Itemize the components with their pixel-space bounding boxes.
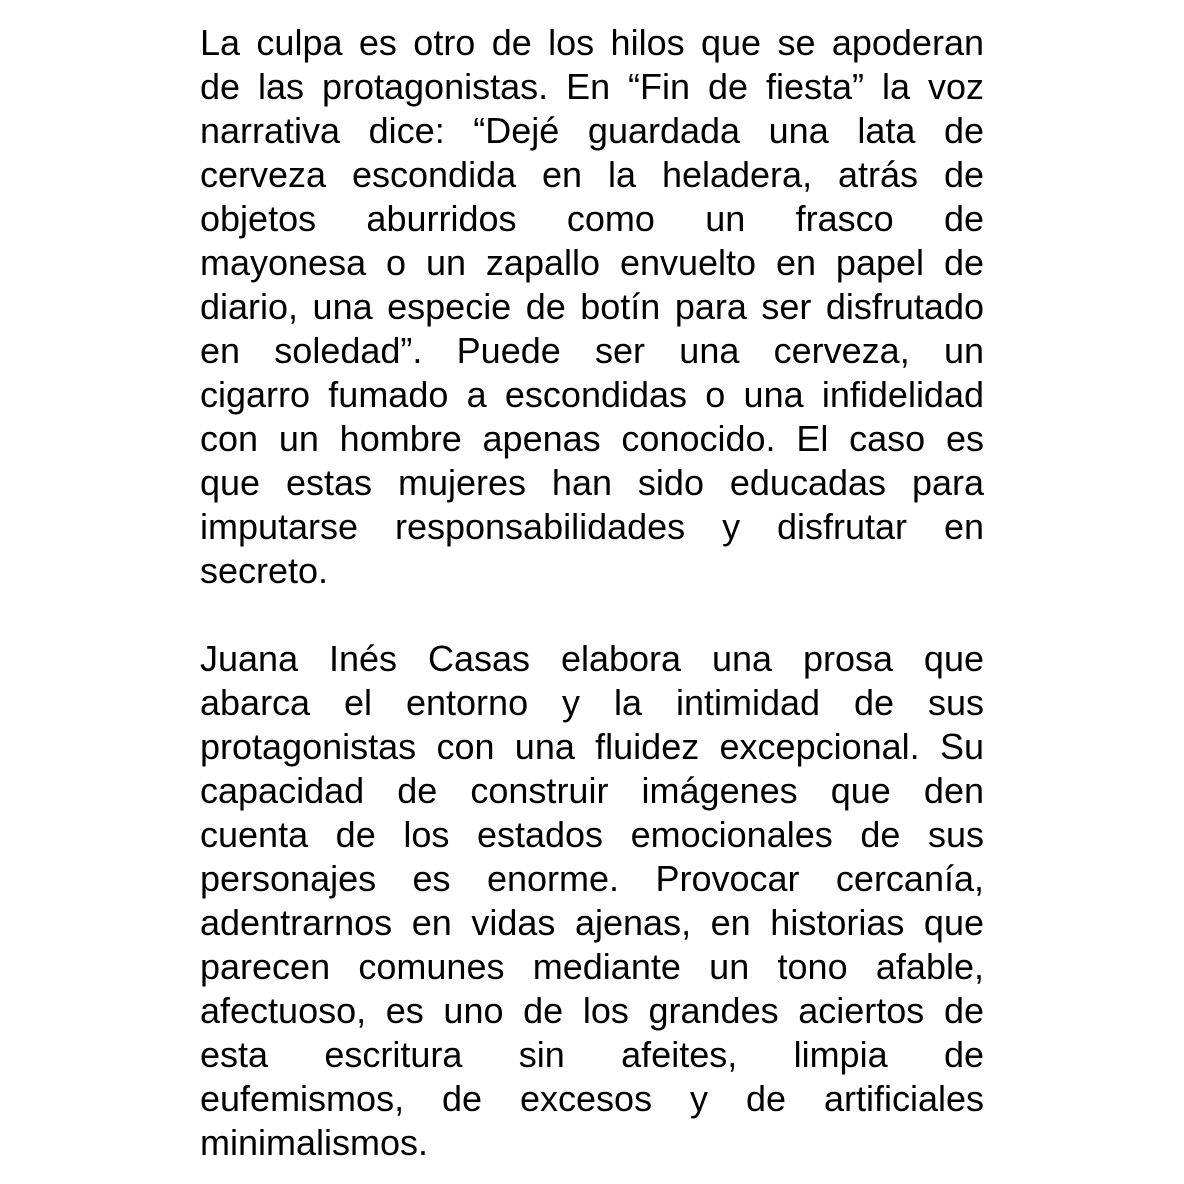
text-line: cigarro fumado a escondidas o una infidelidad bbox=[200, 374, 984, 415]
text-line: afectuoso, es uno de los grandes aciertos de bbox=[200, 990, 984, 1031]
text-line: mayonesa o un zapallo envuelto en papel de bbox=[200, 242, 984, 283]
text-line: diario, una especie de botín para ser disfrutado bbox=[200, 286, 984, 327]
text-line: secreto. bbox=[200, 550, 329, 591]
text-line: minimalismos. bbox=[200, 1122, 429, 1163]
text-line: capacidad de construir imágenes que den bbox=[200, 770, 984, 811]
text-line: adentrarnos en vidas ajenas, en historias que bbox=[200, 902, 984, 943]
text-line: Juana Inés Casas elabora una prosa que bbox=[200, 638, 984, 679]
text-line: cuenta de los estados emocionales de sus bbox=[200, 814, 984, 855]
text-line: eufemismos, de excesos y de artificiales bbox=[200, 1078, 984, 1119]
text-line: con un hombre apenas conocido. El caso es bbox=[200, 418, 984, 459]
paragraph bbox=[200, 637, 984, 1165]
text-line: parecen comunes mediante un tono afable, bbox=[200, 946, 984, 987]
text-line: protagonistas con una fluidez excepcional. Su bbox=[200, 726, 984, 767]
text-line: abarca el entorno y la intimidad de sus bbox=[200, 682, 984, 723]
article-text bbox=[200, 21, 984, 1165]
text-line: objetos aburridos como un frasco de bbox=[200, 198, 984, 239]
text-line: La culpa es otro de los hilos que se apoderan bbox=[200, 22, 984, 63]
text-line: personajes es enorme. Provocar cercanía, bbox=[200, 858, 984, 899]
text-line: que estas mujeres han sido educadas para bbox=[200, 462, 984, 503]
text-line: narrativa dice: “Dejé guardada una lata de bbox=[200, 110, 984, 151]
text-line: imputarse responsabilidades y disfrutar en bbox=[200, 506, 984, 547]
text-line: en soledad”. Puede ser una cerveza, un bbox=[200, 330, 984, 371]
paragraph bbox=[200, 21, 984, 593]
text-line: esta escritura sin afeites, limpia de bbox=[200, 1034, 984, 1075]
text-line: cerveza escondida en la heladera, atrás de bbox=[200, 154, 984, 195]
text-line: de las protagonistas. En “Fin de fiesta” la voz bbox=[200, 66, 984, 107]
